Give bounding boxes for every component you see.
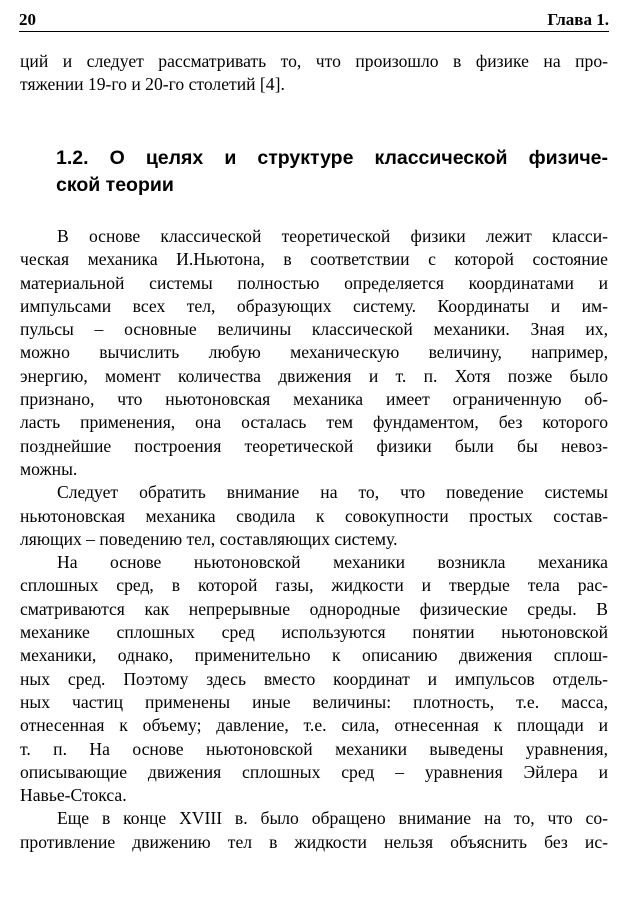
text-line: описывающие движения сплошных сред – уравнения Эйлера и — [20, 761, 608, 782]
text-line: Навье-Стокса. — [20, 785, 127, 806]
text-line: На основе ньютоновской механики возникла механика — [57, 552, 608, 573]
body-text — [20, 225, 608, 854]
text-line: энергию, момент количества движения и т. п. Хотя позже было — [20, 365, 608, 386]
text-line: механики, однако, применительно к описанию движения сплош- — [20, 645, 608, 666]
text-line: признано, что ньютоновская механика имеет ограниченную об- — [20, 389, 608, 410]
text-line: сматриваются как непрерывные однородные физические среды. В — [20, 598, 608, 619]
page-number: 20 — [19, 10, 36, 29]
text-line: ций и следует рассматривать то, что произошло в физике на про- — [20, 51, 608, 71]
text-line: ных частиц применены иные величины: плотность, т.е. масса, — [20, 691, 608, 712]
text-line: можны. — [20, 458, 78, 479]
text-line: материальной системы полностью определяется координатами и — [20, 272, 608, 293]
text-line: ласть применения, она осталась тем фундаментом, без которого — [20, 412, 608, 433]
text-line: т. п. На основе ньютоновской механики выведены уравнения, — [20, 738, 608, 759]
chapter-label: Глава 1. — [547, 10, 609, 29]
text-line: отнесенная к объему; давление, т.е. сила, отнесенная к площади и — [20, 715, 608, 736]
text-line: противление движению тел в жидкости нельзя объяснить без ис- — [20, 831, 608, 852]
text-line: ческая механика И.Ньютона, в соответствии с которой состояние — [20, 249, 608, 270]
text-line: тяжении 19-го и 20-го столетий [4]. — [20, 74, 285, 95]
text-line: ньютоновская механика сводила к совокупности простых состав- — [20, 505, 608, 526]
intro-text — [20, 50, 608, 97]
text-line: Еще в конце XVIII в. было обращено внимание на то, что со- — [57, 808, 608, 829]
text-line: можно вычислить любую механическую величину, например, — [20, 342, 608, 363]
page-header — [19, 9, 609, 32]
text-line: сплошных сред, в которой газы, жидкости и твердые тела рас- — [20, 575, 608, 596]
text-line: В основе классической теоретической физики лежит класси- — [57, 226, 608, 246]
section-title-line: 1.2. О целях и структуре классической физиче- — [56, 147, 608, 169]
text-line: ляющих – поведению тел, составляющих систему. — [20, 528, 398, 549]
section-title-line: ской теории — [56, 174, 174, 196]
text-line: ных сред. Поэтому здесь вместо координат и импульсов отдель- — [20, 668, 608, 689]
text-line: импульсами всех тел, образующих систему. Координаты и им- — [20, 295, 608, 316]
section-title — [56, 145, 608, 199]
text-line: механике сплошных сред используются понятии ньютоновской — [20, 622, 608, 643]
text-line: пульсы – основные величины классической механики. Зная их, — [20, 319, 608, 340]
text-line: позднейшие построения теоретической физики были бы невоз- — [20, 435, 608, 456]
text-line: Следует обратить внимание на то, что поведение системы — [57, 482, 608, 503]
